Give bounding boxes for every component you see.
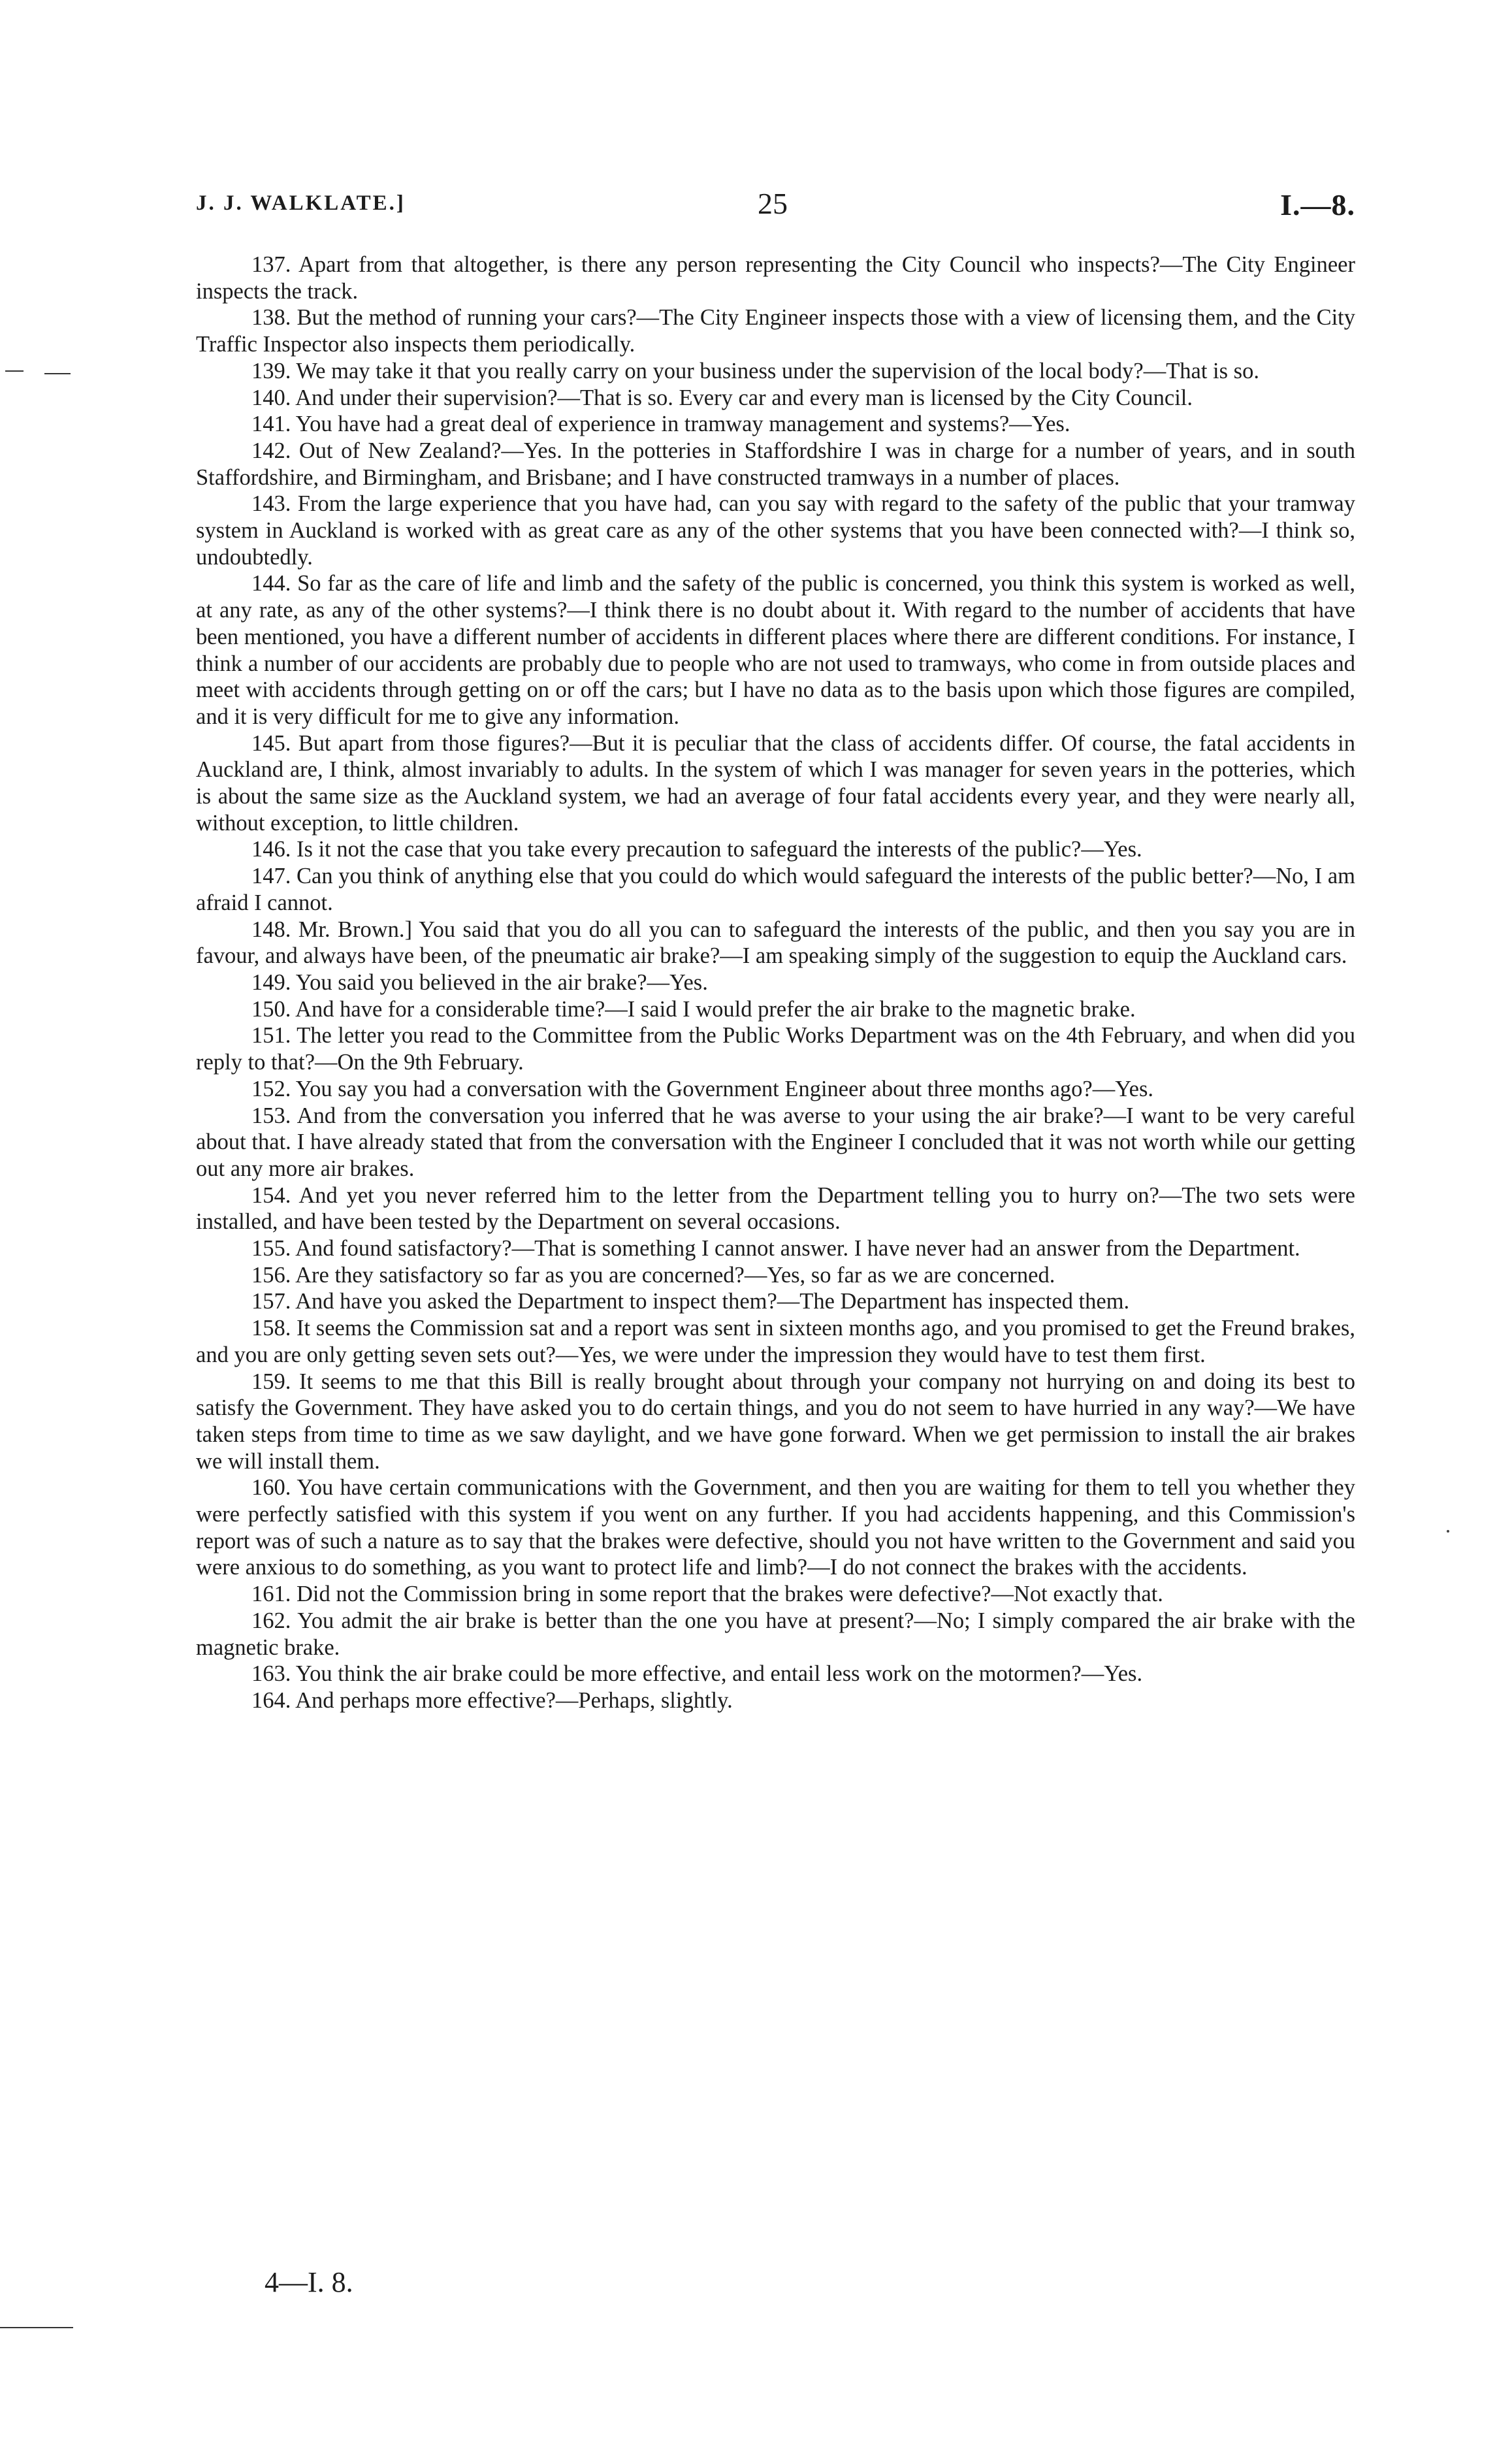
page-number: 25 — [758, 187, 788, 220]
testimony-body — [196, 252, 1355, 1714]
question-140: 140. And under their supervision?—That is so. Every car and every man is licensed by the City Council. — [251, 385, 1193, 410]
page-header — [196, 186, 1355, 225]
margin-mark-3 — [0, 2327, 73, 2328]
header-witness-name: J. J. WALKLATE.] — [196, 191, 406, 215]
question-147: 147. Can you think of anything else that you could do which would safeguard the interests of the public better?—No, I am afraid I cannot. — [196, 864, 1355, 915]
question-145: 145. But apart from those figures?—But it is peculiar that the class of accidents differ. Of course, the fatal accidents in Auckland are, I think, almost invariably to adults. In the system of which I was manager for seven years in the potteries, which is about the same size as the Auckland system, we had an average of four fatal accidents every year, and they were nearly all, without exception, to little children. — [196, 730, 1355, 836]
question-161: 161. Did not the Commission bring in some report that the brakes were defective?—Not exactly that. — [251, 1582, 1163, 1607]
question-142: 142. Out of New Zealand?—Yes. In the potteries in Staffordshire I was in charge for a number of years, and in south Staffordshire, and Birmingham, and Brisbane; and I have constructed tramways in a number of places. — [196, 438, 1355, 490]
question-152: 152. You say you had a conversation with the Government Engineer about three months ago?—Yes. — [251, 1076, 1154, 1101]
question-153: 153. And from the conversation you inferred that he was averse to your using the air brake?—I want to be very careful about that. I have already stated that from the conversation with the Engineer I concluded that it was not worth while our getting out any more air brakes. — [196, 1103, 1355, 1181]
document-reference: I.—8. — [1280, 188, 1355, 221]
question-141: 141. You have had a great deal of experience in tramway management and systems?—Yes. — [251, 412, 1070, 437]
question-164: 164. And perhaps more effective?—Perhaps, slightly. — [251, 1687, 733, 1713]
question-148: 148. Mr. Brown.] You said that you do all you can to safeguard the interests of the public, and then you say you are in favour, and always have been, of the pneumatic air brake?—I am speaking simply of the suggestion to equip the Auckland cars. — [196, 917, 1355, 969]
question-162: 162. You admit the air brake is better than the one you have at present?—No; I simply compared the air brake with the magnetic brake. — [196, 1608, 1355, 1660]
question-146: 146. Is it not the case that you take every precaution to safeguard the interests of the public?—Yes. — [251, 837, 1142, 862]
question-139: 139. We may take it that you really carry on your business under the supervision of the local body?—That is so. — [251, 358, 1259, 383]
question-157: 157. And have you asked the Department to inspect them?—The Department has inspected them. — [251, 1289, 1130, 1314]
question-137: 137. Apart from that altogether, is there any person representing the City Council who inspects?—The City Engineer inspects the track. — [196, 252, 1355, 304]
question-163: 163. You think the air brake could be more effective, and entail less work on the motormen?—Yes. — [251, 1661, 1143, 1687]
question-154: 154. And yet you never referred him to the letter from the Department telling you to hurry on?—The two sets were installed, and have been tested by the Department on several occasions. — [196, 1182, 1355, 1235]
question-138: 138. But the method of running your cars?—The City Engineer inspects those with a view of licensing them, and the City Traffic Inspector also inspects them periodically. — [196, 305, 1355, 357]
margin-mark-1 — [5, 370, 24, 372]
margin-dot — [1447, 1530, 1449, 1533]
question-158: 158. It seems the Commission sat and a report was sent in sixteen months ago, and you promised to get the Freund brakes, and you are only getting seven sets out?—Yes, we were under the impression they would have to test them first. — [196, 1316, 1355, 1367]
question-156: 156. Are they satisfactory so far as you are concerned?—Yes, so far as we are concerned. — [251, 1262, 1055, 1288]
question-149: 149. You said you believed in the air brake?—Yes. — [251, 969, 708, 995]
margin-mark-2 — [44, 373, 71, 374]
question-159: 159. It seems to me that this Bill is really brought about through your company not hurrying on and doing its best to satisfy the Government. They have asked you to do certain things, and you do not seem to have hurried in any way?—We have taken steps from time to time as we saw daylight, and we have gone forward. When we get permission to install the air brakes we will install them. — [196, 1369, 1355, 1474]
question-144: 144. So far as the care of life and limb and the safety of the public is concerned, you think this system is worked as well, at any rate, as any of the other systems?—I think there is no doubt about it. With regard to the number of accidents that have been mentioned, you have a different number of accidents in different places where there are different conditions. For instance, I think a number of our accidents are probably due to people who are not used to tramways, who come in from outside places and meet with accidents through getting on or off the cars; but I have no data as to the basis upon which those figures are compiled, and it is very difficult for me to give any information. — [196, 571, 1355, 729]
signature-mark: 4—I. 8. — [265, 2266, 353, 2298]
question-151: 151. The letter you read to the Committee from the Public Works Department was on the 4th February, and when did you reply to that?—On the 9th February. — [196, 1023, 1355, 1075]
question-160: 160. You have certain communications with the Government, and then you are waiting for them to tell you whether they were perfectly satisfied with this system if you went on any further. If you had accidents happening, and this Commission's report was of such a nature as to say that the brakes were defective, should you not have written to the Government and said you were anxious to do something, as you want to protect life and limb?—I do not connect the brakes with the accidents. — [196, 1475, 1355, 1580]
question-143: 143. From the large experience that you have had, can you say with regard to the safety of the public that your tramway system in Auckland is worked with as great care as any of the other systems that you have been connected with?—I think so, undoubtedly. — [196, 491, 1355, 570]
question-150: 150. And have for a considerable time?—I said I would prefer the air brake to the magnetic brake. — [251, 996, 1136, 1022]
question-155: 155. And found satisfactory?—That is something I cannot answer. I have never had an answer from the Department. — [251, 1236, 1300, 1261]
